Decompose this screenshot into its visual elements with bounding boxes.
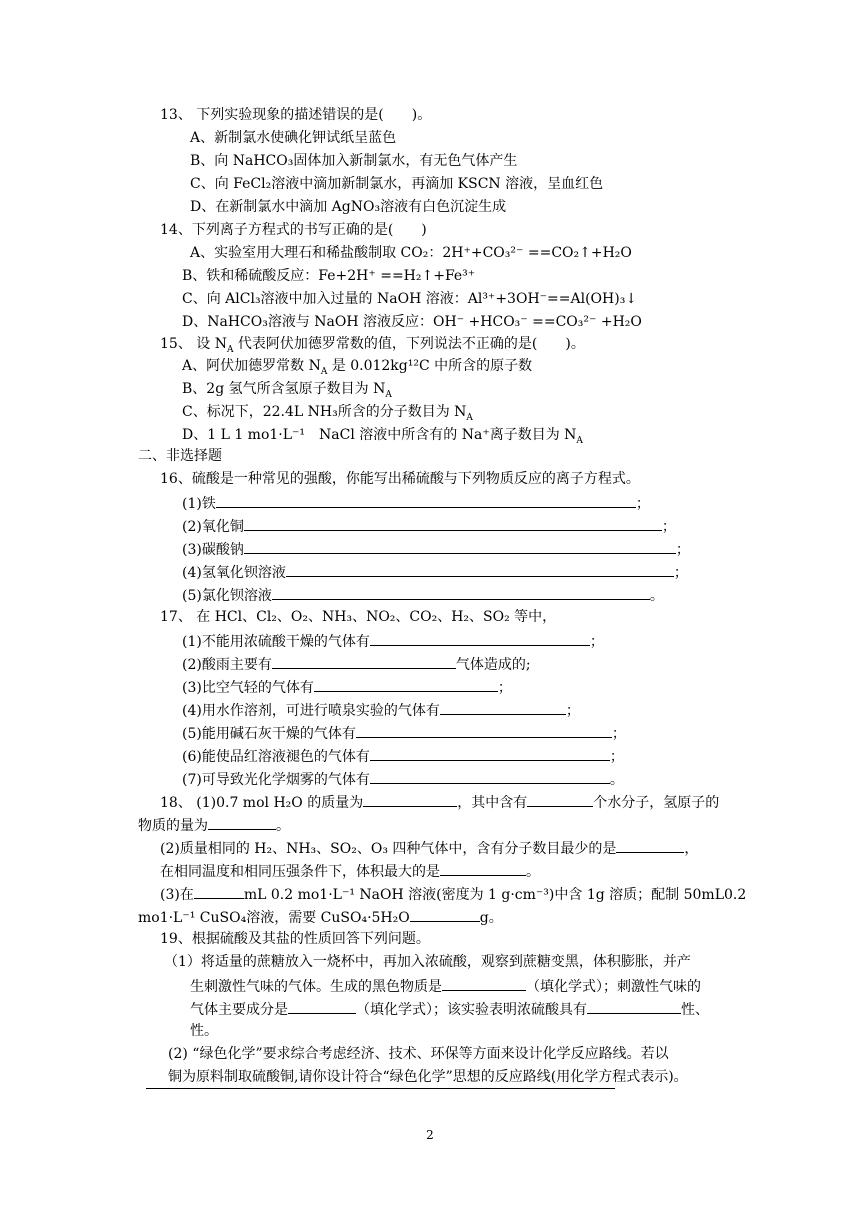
q19-part1-line-2: 生刺激性气味的气体。生成的黑色物质是 （填化学式）；刺激性气味的 bbox=[190, 976, 701, 996]
q13-option-d: D、在新制氯水中滴加 AgNO₃溶液有白色沉淀生成 bbox=[190, 199, 507, 215]
q17-stem: 17、 在 HCl、Cl₂、O₂、NH₃、NO₂、CO₂、H₂、SO₂ 等中， bbox=[160, 609, 557, 625]
q19-part2-line-1: (2) “绿色化学”要求综合考虑经济、技术、环保等方面来设计化学反应路线。若以 bbox=[168, 1046, 669, 1062]
q18-line-6: mo1·L⁻¹ CuSO₄溶液，需要 CuSO₄·5H₂O g。 bbox=[138, 907, 503, 927]
q18-line-2: 物质的量为 。 bbox=[138, 815, 290, 835]
q15-stem: 15、 设 $N_A$ 代表阿伏加德罗常数的值，下列说法不正确的是( )。 bbox=[160, 336, 585, 355]
q17-item-6: (6)能使品红溶液褪色的气体有 ； bbox=[182, 746, 624, 766]
q17-item-2: (2)酸雨主要有 气体造成的; bbox=[182, 654, 531, 674]
q19-stem: 19、根据硫酸及其盐的性质回答下列问题。 bbox=[160, 931, 430, 947]
q16-item-4: (4)氢氧化钡溶液 ； bbox=[182, 562, 688, 582]
q17-item-5: (5)能用碱石灰干燥的气体有 ； bbox=[182, 723, 626, 743]
q16-item-3: (3)碳酸钠 ； bbox=[182, 539, 690, 559]
q18-line-4: 在相同温度和相同压强条件下，体积最大的是 。 bbox=[160, 861, 540, 881]
q13-stem: 13、 下列实验现象的描述错误的是( )。 bbox=[160, 107, 432, 123]
q16-item-5: (5)氯化钡溶液 。 bbox=[182, 585, 664, 605]
q15-option-d: D、1 L 1 mo1·L⁻¹ NaCl 溶液中所含有的 Na⁺离子数目为 $N_A$ bbox=[182, 427, 583, 446]
q19-part1-line-1: （1）将适量的蔗糖放入一烧杯中，再加入浓硫酸，观察到蔗糖变黑，体积膨胀，并产 bbox=[164, 954, 691, 970]
q13-option-b: B、向 NaHCO₃固体加入新制氯水，有无色气体产生 bbox=[190, 153, 518, 169]
q14-option-b: B、铁和稀硫酸反应：Fe+2H⁺ ==H₂↑+Fe³⁺ bbox=[182, 268, 476, 284]
q14-option-a: A、实验室用大理石和稀盐酸制取 CO₂：2H⁺+CO₃²⁻ ==CO₂↑+H₂O bbox=[190, 245, 632, 261]
q13-option-c: C、向 FeCl₂溶液中滴加新制氯水，再滴加 KSCN 溶液，呈血红色 bbox=[190, 176, 604, 192]
q13-option-a: A、新制氯水使碘化钾试纸呈蓝色 bbox=[190, 130, 397, 146]
q14-stem: 14、下列离子方程式的书写正确的是( ) bbox=[160, 222, 427, 238]
q19-part2-line-2: 铜为原料制取硫酸铜,请你设计符合“绿色化学”思想的反应路线(用化学方程式表示)。 bbox=[168, 1069, 688, 1085]
answer-rule bbox=[146, 1088, 615, 1089]
q16-item-1: (1)铁 ； bbox=[182, 493, 650, 513]
page-number: 2 bbox=[426, 1128, 434, 1142]
q15-option-a: A、阿伏加德罗常数 $N_A$ 是 0.012kg¹²C 中所含的原子数 bbox=[182, 358, 533, 377]
q15-option-b: B、2g 氢气所含氢原子数目为 $N_A$ bbox=[182, 381, 392, 400]
q19-part1-line-3: 气体主要成分是 （填化学式）；该实验表明浓硫酸具有 性、 bbox=[190, 999, 709, 1019]
q17-item-1: (1)不能用浓硫酸干燥的气体有 ； bbox=[182, 631, 604, 651]
q18-line-3: (2)质量相同的 H₂、NH₃、SO₂、O₃ 四种气体中，含有分子数目最少的是 ， bbox=[160, 838, 698, 858]
q16-item-2: (2)氧化铜 ； bbox=[182, 516, 676, 536]
q14-option-c: C、向 AlCl₃溶液中加入过量的 NaOH 溶液：Al³⁺+3OH⁻==Al(OH)₃↓ bbox=[182, 291, 638, 307]
q14-option-d: D、NaHCO₃溶液与 NaOH 溶液反应：OH⁻ +HCO₃⁻ ==CO₃²⁻ +H₂O bbox=[182, 314, 642, 330]
q16-stem: 16、硫酸是一种常见的强酸，你能写出稀硫酸与下列物质反应的离子方程式。 bbox=[160, 471, 640, 487]
q15-option-c: C、标况下，22.4L NH₃所含的分子数目为 $N_A$ bbox=[182, 404, 473, 423]
q19-part1-line-4: 性。 bbox=[190, 1023, 218, 1039]
q18-line-5: (3)在 mL 0.2 mo1·L⁻¹ NaOH 溶液(密度为 1 g·cm⁻³)中含 1g 溶质；配制 50mL0.2 bbox=[160, 884, 746, 904]
q17-item-4: (4)用水作溶剂，可进行喷泉实验的气体有 ； bbox=[182, 700, 580, 720]
q17-item-7: (7)可导致光化学烟雾的气体有 。 bbox=[182, 769, 624, 789]
section-title: 二、非选择题 bbox=[138, 448, 222, 464]
q17-item-3: (3)比空气轻的气体有 ； bbox=[182, 677, 512, 697]
q18-line-1: 18、 (1)0.7 mol H₂O 的质量为 ，其中含有 个水分子，氢原子的 bbox=[160, 792, 719, 812]
